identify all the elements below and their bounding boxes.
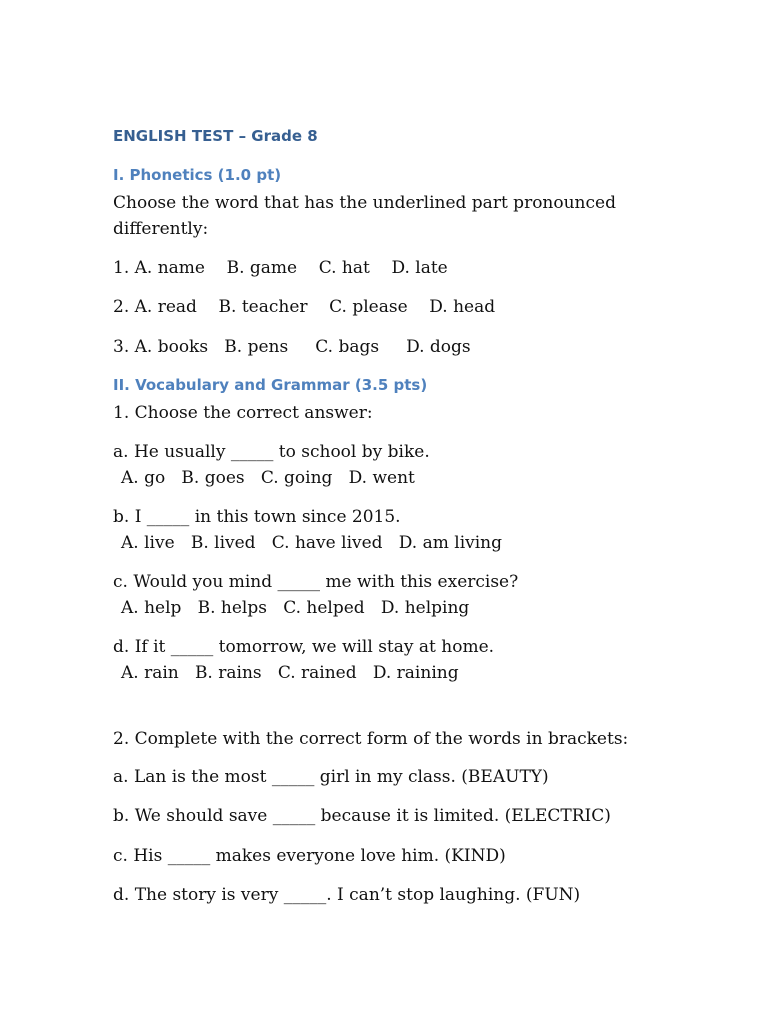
part1-instruction: 1. Choose the correct answer: — [113, 403, 373, 423]
grammar-question-d: d. If it _____ tomorrow, we will stay at home. — [113, 637, 495, 657]
word-form-question-d: d. The story is very _____. I can’t stop laughing. (FUN) — [113, 885, 581, 905]
grammar-options-a: A. go B. goes C. going D. went — [121, 468, 415, 488]
phonetics-question-3: 3. A. books B. pens C. bags D. dogs — [113, 337, 471, 357]
phonetics-instruction-line1: Choose the word that has the underlined part pronounced — [113, 193, 616, 213]
grammar-options-d: A. rain B. rains C. rained D. raining — [121, 663, 459, 683]
grammar-question-b: b. I _____ in this town since 2015. — [113, 507, 401, 527]
grammar-question-a: a. He usually _____ to school by bike. — [113, 442, 430, 462]
phonetics-question-1: 1. A. name B. game C. hat D. late — [113, 258, 448, 278]
document-title: ENGLISH TEST – Grade 8 — [113, 127, 318, 145]
word-form-question-b: b. We should save _____ because it is limited. (ELECTRIC) — [113, 806, 611, 826]
part2-instruction: 2. Complete with the correct form of the words in brackets: — [113, 729, 629, 749]
phonetics-instruction-line2: differently: — [113, 219, 209, 239]
grammar-options-b: A. live B. lived C. have lived D. am living — [121, 533, 502, 553]
word-form-question-a: a. Lan is the most _____ girl in my class. (BEAUTY) — [113, 767, 549, 787]
section-heading-phonetics: I. Phonetics (1.0 pt) — [113, 166, 282, 184]
word-form-question-c: c. His _____ makes everyone love him. (KIND) — [113, 846, 506, 866]
grammar-question-c: c. Would you mind _____ me with this exercise? — [113, 572, 519, 592]
section-heading-vocabulary: II. Vocabulary and Grammar (3.5 pts) — [113, 376, 428, 394]
phonetics-question-2: 2. A. read B. teacher C. please D. head — [113, 297, 496, 317]
grammar-options-c: A. help B. helps C. helped D. helping — [121, 598, 470, 618]
